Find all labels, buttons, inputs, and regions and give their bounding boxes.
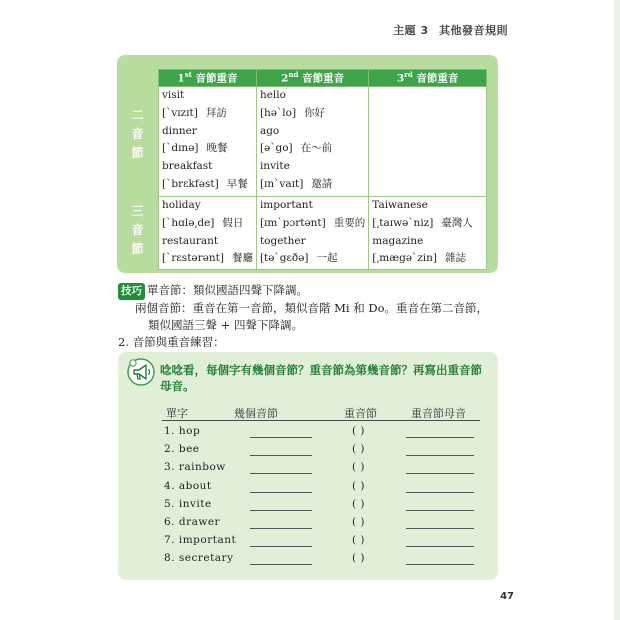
practice-box [118, 352, 498, 580]
practice-row [164, 480, 484, 497]
vocab-chinese: 邀請 [311, 177, 333, 190]
vocab-line [260, 233, 365, 251]
vocab-english: breakfast [162, 160, 213, 173]
vocab-chinese: 晚餐 [206, 142, 228, 155]
vocab-chinese: 重要的 [333, 216, 366, 229]
cell-three-syllable-third [369, 197, 487, 270]
stressed-syllable-blank[interactable]: ( ) [352, 534, 366, 547]
column-header-3rd: 3rd 音節重音 [369, 70, 487, 87]
syllable-count-blank[interactable] [250, 564, 312, 565]
vocab-english: [ˋhɑlə͵de] [162, 216, 215, 229]
column-stressed-vowel: 重音節母音 [411, 407, 466, 420]
syllable-count-blank[interactable] [250, 510, 312, 511]
vocab-line [260, 140, 365, 158]
vocab-english: [ˋrɛstərənt] [162, 252, 224, 265]
practice-word: 1. hop [164, 425, 201, 437]
row-label-three-syllable: 三 音 節 [131, 204, 144, 256]
stressed-syllable-blank[interactable]: ( ) [352, 425, 366, 437]
column-stressed-syllable: 重音節 [344, 407, 377, 420]
column-header-1st: 1st 音節重音 [159, 70, 257, 87]
syllable-stress-table [158, 69, 487, 270]
vocab-chinese: 你好 [304, 106, 326, 119]
column-header-2nd: 2nd 音節重音 [256, 70, 368, 87]
practice-row [164, 425, 484, 442]
vocab-chinese: 拜訪 [205, 106, 227, 119]
practice-word: 2. bee [164, 443, 200, 456]
vocab-line [162, 140, 253, 158]
vocab-line [260, 87, 365, 105]
stressed-vowel-blank[interactable] [406, 528, 474, 529]
practice-row [164, 461, 484, 478]
vocab-line [260, 176, 365, 194]
vocab-line [260, 123, 365, 141]
vocab-english: together [259, 234, 306, 247]
column-word: 單字 [166, 407, 188, 420]
vocab-line [372, 250, 483, 268]
syllable-count-blank[interactable] [250, 492, 312, 493]
practice-row [164, 516, 484, 533]
vocab-english: [ˋvɪzɪt] [162, 106, 198, 119]
practice-word: 3. rainbow [164, 461, 226, 474]
vocab-line [162, 233, 253, 251]
syllable-count-blank[interactable] [250, 473, 312, 474]
vocab-english: visit [162, 89, 185, 101]
chapter-title: 其他發音規則 [439, 24, 508, 37]
syllable-count-blank[interactable] [250, 455, 312, 456]
stressed-syllable-blank[interactable]: ( ) [352, 443, 366, 456]
tip-badge: 技巧 [118, 283, 145, 300]
vocab-line [162, 197, 253, 215]
syllable-count-blank[interactable] [250, 528, 312, 529]
vocab-chinese: 早餐 [226, 177, 248, 190]
section-title: 2. 音節與重音練習： [118, 335, 225, 349]
vocab-line [162, 176, 253, 194]
vocab-english: invite [259, 160, 290, 173]
stressed-vowel-blank[interactable] [406, 492, 474, 493]
cell-three-syllable-second [256, 197, 368, 270]
cell-two-syllable-first [159, 87, 257, 197]
vocab-english: restaurant [162, 234, 219, 247]
vocab-english: [ɪmˋpɔrtənt] [259, 216, 326, 229]
vocab-line [260, 197, 365, 215]
tip-line-3: 類似國語三聲 + 四聲下降調。 [148, 318, 303, 332]
vocab-line [162, 250, 253, 268]
stressed-vowel-blank[interactable] [406, 437, 474, 438]
stressed-vowel-blank[interactable] [406, 510, 474, 511]
vocab-line [162, 123, 253, 141]
vocab-line [162, 87, 253, 105]
syllable-count-blank[interactable] [250, 546, 312, 547]
cell-two-syllable-second [256, 87, 368, 197]
vocab-line [372, 197, 483, 215]
megaphone-icon [127, 358, 155, 386]
practice-row [164, 443, 484, 460]
vocab-line [162, 215, 253, 233]
chapter-header [393, 22, 508, 38]
row-label-two-syllable: 二 音 節 [131, 108, 144, 160]
stressed-syllable-blank[interactable]: ( ) [352, 552, 366, 565]
practice-row [164, 498, 484, 515]
vocab-line [260, 215, 365, 233]
stressed-vowel-blank[interactable] [406, 455, 474, 456]
vocab-english: [͵mægəˋzin] [372, 252, 438, 265]
vocab-chinese: 一起 [316, 252, 338, 265]
vocab-english: [təˋgɛðə] [259, 252, 309, 265]
stressed-vowel-blank[interactable] [406, 473, 474, 474]
vocab-chinese: 餐廳 [231, 252, 253, 265]
vocab-chinese: 臺灣人 [441, 216, 473, 229]
vocab-english: [ɪnˋvaɪt] [259, 177, 304, 190]
vocab-english: holiday [162, 199, 201, 211]
vocab-english: magazine [372, 234, 424, 247]
vocab-chinese: 在～前 [300, 142, 333, 155]
header-divider [162, 420, 480, 421]
stressed-syllable-blank[interactable]: ( ) [352, 516, 366, 528]
vocab-line [260, 250, 365, 268]
tip-line-2: 兩個音節：重音在第一音節，類似音階 Mi 和 Do。重音在第二音節， [135, 301, 489, 315]
vocab-english: [ˋdɪnə] [162, 142, 199, 155]
page-number: 47 [500, 591, 514, 602]
vocab-english: [ˋbrɛkfəst] [162, 177, 219, 190]
cell-two-syllable-third [369, 87, 487, 197]
stressed-syllable-blank[interactable]: ( ) [352, 461, 366, 474]
vocab-line [372, 233, 483, 251]
stressed-vowel-blank[interactable] [406, 564, 474, 565]
vocab-english: [həˋlo] [259, 106, 297, 119]
stressed-syllable-blank[interactable]: ( ) [352, 479, 366, 492]
vocab-english: Taiwanese [372, 199, 428, 211]
syllable-count-blank[interactable] [250, 437, 312, 438]
syllable-table-panel [117, 55, 498, 273]
vocab-english: ago [259, 124, 280, 137]
vocab-english: dinner [162, 124, 197, 137]
practice-word: 8. secretary [164, 552, 234, 565]
tip-line-1: 單音節：類似國語四聲下降調。 [147, 283, 308, 297]
vocab-chinese: 假日 [222, 216, 244, 229]
vocab-chinese: 雜誌 [445, 252, 467, 265]
vocab-line [260, 158, 365, 176]
vocab-line [162, 105, 253, 123]
vocab-english: [͵taɪwəˋniz] [372, 216, 434, 229]
cell-three-syllable-first [159, 197, 257, 270]
practice-word: 6. drawer [164, 516, 221, 528]
stressed-syllable-blank[interactable]: ( ) [352, 497, 366, 510]
practice-row [164, 534, 484, 551]
vocab-line [162, 158, 253, 176]
vocab-line [260, 105, 365, 123]
vocab-english: hello [259, 89, 286, 101]
column-syllable-count: 幾個音節 [234, 407, 278, 420]
side-strip [614, 0, 620, 620]
practice-word: 5. invite [164, 497, 212, 510]
vocab-line [372, 215, 483, 233]
practice-instruction: 唸唸看，每個字有幾個音節？重音節為第幾音節？再寫出重音節母音。 [160, 363, 482, 393]
practice-word: 7. important [164, 534, 237, 547]
practice-row [164, 552, 484, 569]
practice-word: 4. about [164, 479, 212, 492]
tip-block [118, 282, 488, 334]
chapter-number: 主題 3 [393, 24, 429, 37]
vocab-english: [əˋgo] [259, 142, 293, 155]
stressed-vowel-blank[interactable] [406, 546, 474, 547]
vocab-english: important [259, 199, 313, 211]
